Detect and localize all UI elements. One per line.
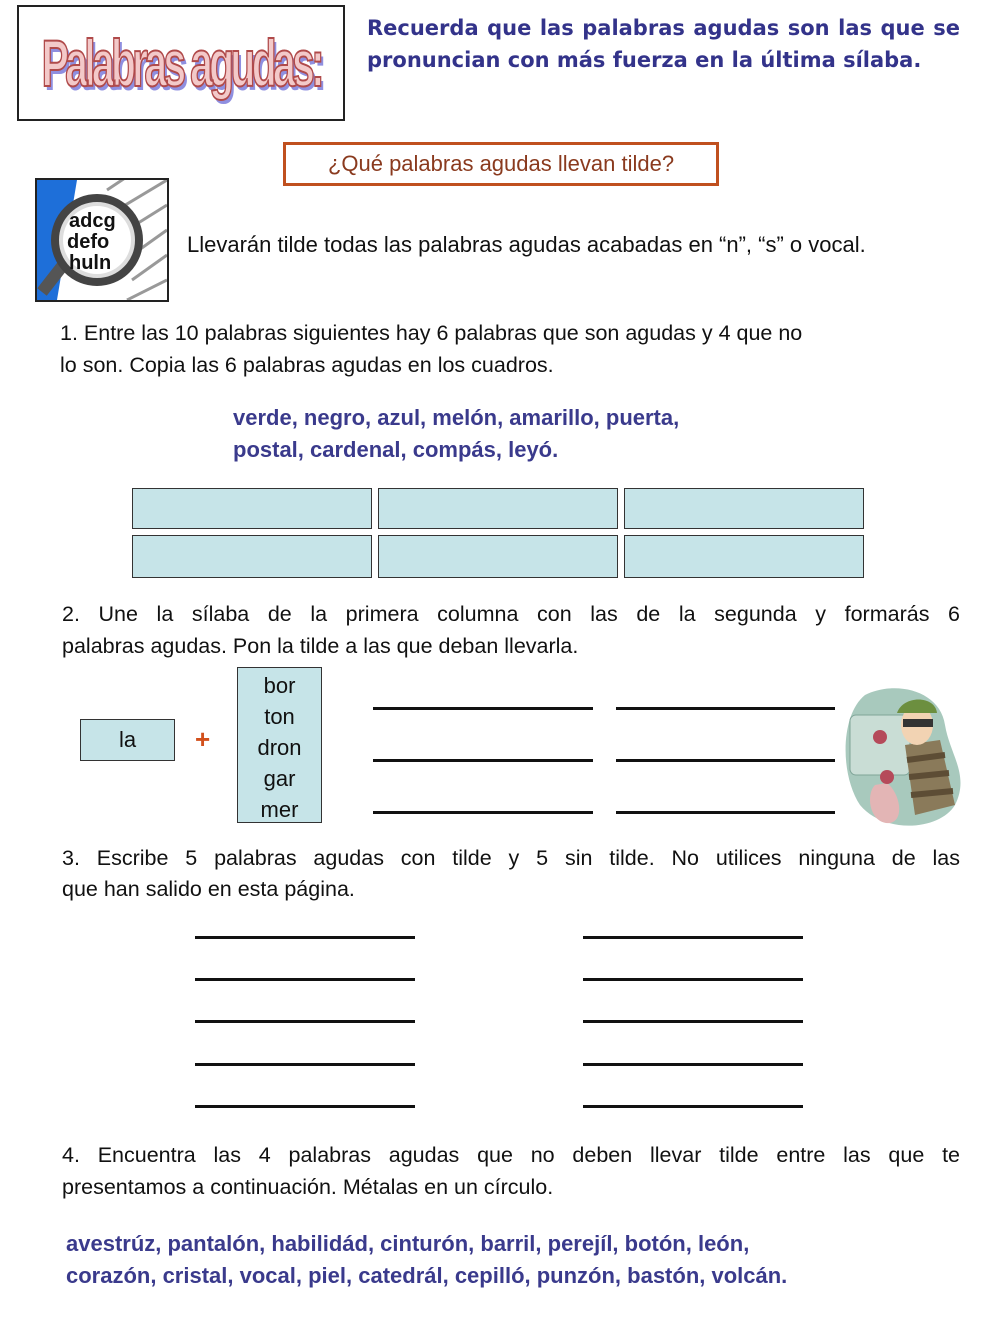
second-syllable-column xyxy=(237,667,322,823)
exercise-1-words-line-1: verde, negro, azul, melón, amarillo, puerta, xyxy=(233,405,680,430)
page-title: Palabras agudas: xyxy=(41,26,321,100)
exercise-4-instructions-line-1: 4. Encuentra las 4 palabras agudas que no deben llevar tilde entre las que te xyxy=(62,1143,960,1167)
exercise-4-words-line-2[interactable]: corazón, cristal, vocal, piel, catedrál, cepilló, punzón, bastón, volcán. xyxy=(66,1263,788,1288)
accent-rule: Llevarán tilde todas las palabras agudas acabadas en “n”, “s” o vocal. xyxy=(187,232,866,257)
exercise-1-instructions-line-1: 1. Entre las 10 palabras siguientes hay 6 palabras que son agudas y 4 que no xyxy=(60,321,803,345)
answer-line[interactable] xyxy=(195,936,415,939)
svg-text:adcg: adcg xyxy=(69,210,116,232)
answer-line[interactable] xyxy=(616,707,835,710)
answer-line[interactable] xyxy=(616,759,835,762)
answer-line[interactable] xyxy=(195,1105,415,1108)
exercise-1-words-line-2: postal, cardenal, compás, leyó. xyxy=(233,437,559,462)
exercise-3-instructions-line-2: que han salido en esta página. xyxy=(62,877,355,901)
answer-box[interactable] xyxy=(624,535,864,578)
answer-line[interactable] xyxy=(583,978,803,981)
answer-line[interactable] xyxy=(195,1020,415,1023)
answer-box[interactable] xyxy=(132,488,372,529)
question-heading: ¿Qué palabras agudas llevan tilde? xyxy=(283,142,719,186)
answer-line[interactable] xyxy=(583,936,803,939)
exercise-3-instructions-line-1: 3. Escribe 5 palabras agudas con tilde y 5 sin tilde. No utilices ninguna de las xyxy=(62,846,960,870)
exercise-2-instructions-line-2: palabras agudas. Pon la tilde a las que deban llevarla. xyxy=(62,634,579,658)
answer-line[interactable] xyxy=(583,1105,803,1108)
answer-line[interactable] xyxy=(195,1063,415,1066)
answer-box[interactable] xyxy=(378,535,618,578)
exercise-4-words-line-1[interactable]: avestrúz, pantalón, habilidád, cinturón, barril, perejíl, botón, león, xyxy=(66,1231,750,1256)
syllable: gar xyxy=(263,766,296,791)
magnifying-glass-icon xyxy=(35,178,169,302)
answer-line[interactable] xyxy=(373,707,593,710)
answer-line[interactable] xyxy=(583,1020,803,1023)
reminder-text: Recuerda que las palabras agudas son las que se pronuncian con más fuerza en la última sílaba. xyxy=(367,16,960,72)
first-syllable-box: la xyxy=(80,719,175,761)
exercise-4-instructions-line-2: presentamos a continuación. Métalas en un círculo. xyxy=(62,1175,554,1199)
answer-line[interactable] xyxy=(373,811,593,814)
syllable: mer xyxy=(260,797,299,822)
answer-line[interactable] xyxy=(195,978,415,981)
syllable: bor xyxy=(263,673,296,698)
thief-illustration-icon xyxy=(845,685,965,830)
svg-text:huln: huln xyxy=(69,252,112,274)
syllable: dron xyxy=(257,735,302,760)
svg-text:defo: defo xyxy=(67,231,110,253)
answer-line[interactable] xyxy=(583,1063,803,1066)
answer-box[interactable] xyxy=(378,488,618,529)
answer-box[interactable] xyxy=(624,488,864,529)
plus-sign: + xyxy=(195,724,211,754)
answer-line[interactable] xyxy=(373,759,593,762)
answer-box[interactable] xyxy=(132,535,372,578)
exercise-1-instructions-line-2: lo son. Copia las 6 palabras agudas en los cuadros. xyxy=(60,353,554,377)
title-box xyxy=(17,5,345,121)
answer-line[interactable] xyxy=(616,811,835,814)
syllable: ton xyxy=(264,704,295,729)
exercise-2-instructions-line-1: 2. Une la sílaba de la primera columna con las de la segunda y formarás 6 xyxy=(62,602,960,626)
